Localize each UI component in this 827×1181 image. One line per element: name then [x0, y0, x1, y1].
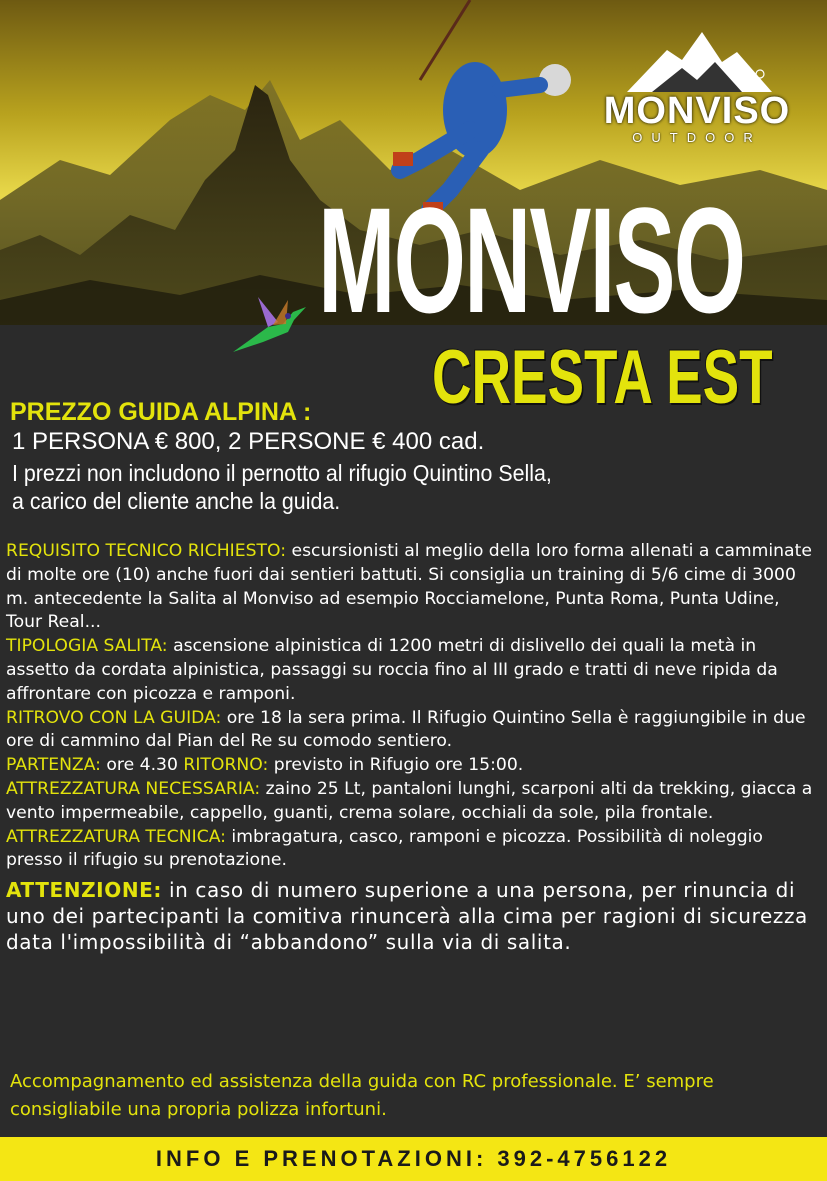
- requisito-paragraph: [6, 540, 821, 635]
- page-title: MONVISO: [318, 176, 745, 344]
- page-subtitle: CRESTA EST: [432, 335, 773, 420]
- requisito-label: REQUISITO TECNICO RICHIESTO:: [6, 541, 287, 561]
- attrezzatura-paragraph: [6, 778, 821, 826]
- attrezzatura-label: ATTREZZATURA NECESSARIA:: [6, 778, 261, 799]
- tecnica-text: imbragatura, casco, ramponi e picozza. Possibilità di noleggio presso il rifugio su prenotazione.: [6, 826, 763, 871]
- footer-bar: [0, 1137, 827, 1181]
- hummingbird-icon: [228, 292, 308, 357]
- attenzione-text: in caso di numero superione a una persona, per rinuncia di uno dei partecipanti la comitiva rinuncerà alla cima per ragioni di sicurezza data l'impossibilità di “abbandono” sulla via di salita.: [6, 878, 808, 955]
- ritorno-label: RITORNO:: [183, 755, 269, 776]
- ritrovo-label: RITROVO CON LA GUIDA:: [6, 707, 222, 728]
- partenza-paragraph: [6, 754, 821, 778]
- attenzione-paragraph: [6, 877, 821, 955]
- tipologia-label: TIPOLOGIA SALITA:: [6, 636, 168, 657]
- info-contact: INFO E PRENOTAZIONI: 392-4756122: [155, 1146, 672, 1171]
- ritrovo-text: ore 18 la sera prima. Il Rifugio Quintino Sella è raggiungibile in due ore di cammino dal Pian del Re su comodo sentiero.: [6, 707, 806, 752]
- price-line: 1 PERSONA € 800, 2 PERSONE € 400 cad.: [12, 428, 485, 455]
- partenza-text: ore 4.30: [100, 755, 184, 776]
- requisito-text: escursionisti al meglio della loro forma allenati a camminate di molte ore (10) anche fuori dai sentieri battuti. Si consiglia un training di 5/6 cime di 3000 m. antecedente la Salita al Monviso ad esempio Rocciamelone, Punta Roma, Punta Udine, Tour Real...: [6, 541, 812, 633]
- logo-word: MONVISO: [603, 90, 791, 132]
- partenza-label: PARTENZA:: [6, 755, 101, 776]
- ritorno-text: previsto in Rifugio ore 15:00.: [268, 755, 524, 776]
- logo-subtitle: OUTDOOR: [632, 130, 762, 145]
- monviso-outdoor-logo: [597, 30, 797, 150]
- tipologia-text: ascensione alpinistica di 1200 metri di dislivello dei quali la metà in assetto da cordata alpinistica, passaggi su roccia fino al III grado e tratti di neve ripida da affrontare con picozza e ramponi.: [6, 636, 778, 704]
- tecnica-label: ATTREZZATURA TECNICA:: [6, 826, 226, 847]
- price-note: a carico del cliente anche la guida.: [12, 488, 341, 514]
- tecnica-paragraph: [6, 826, 821, 874]
- tipologia-paragraph: [6, 635, 821, 706]
- attenzione-label: ATTENZIONE:: [6, 878, 163, 903]
- details-section: [6, 540, 821, 955]
- accompagnamento-note: Accompagnamento ed assistenza della guida con RC professionale. E’ sempre consigliabile una propria polizza infortuni.: [10, 1071, 714, 1120]
- price-note: I prezzi non includono il pernotto al rifugio Quintino Sella,: [12, 460, 552, 486]
- price-heading: PREZZO GUIDA ALPINA :: [10, 398, 312, 426]
- ritrovo-paragraph: [6, 707, 821, 755]
- attrezzatura-text: zaino 25 Lt, pantaloni lunghi, scarponi alti da trekking, giacca a vento impermeabile, cappello, guanti, crema solare, occhiali da sole, pila frontale.: [6, 778, 813, 823]
